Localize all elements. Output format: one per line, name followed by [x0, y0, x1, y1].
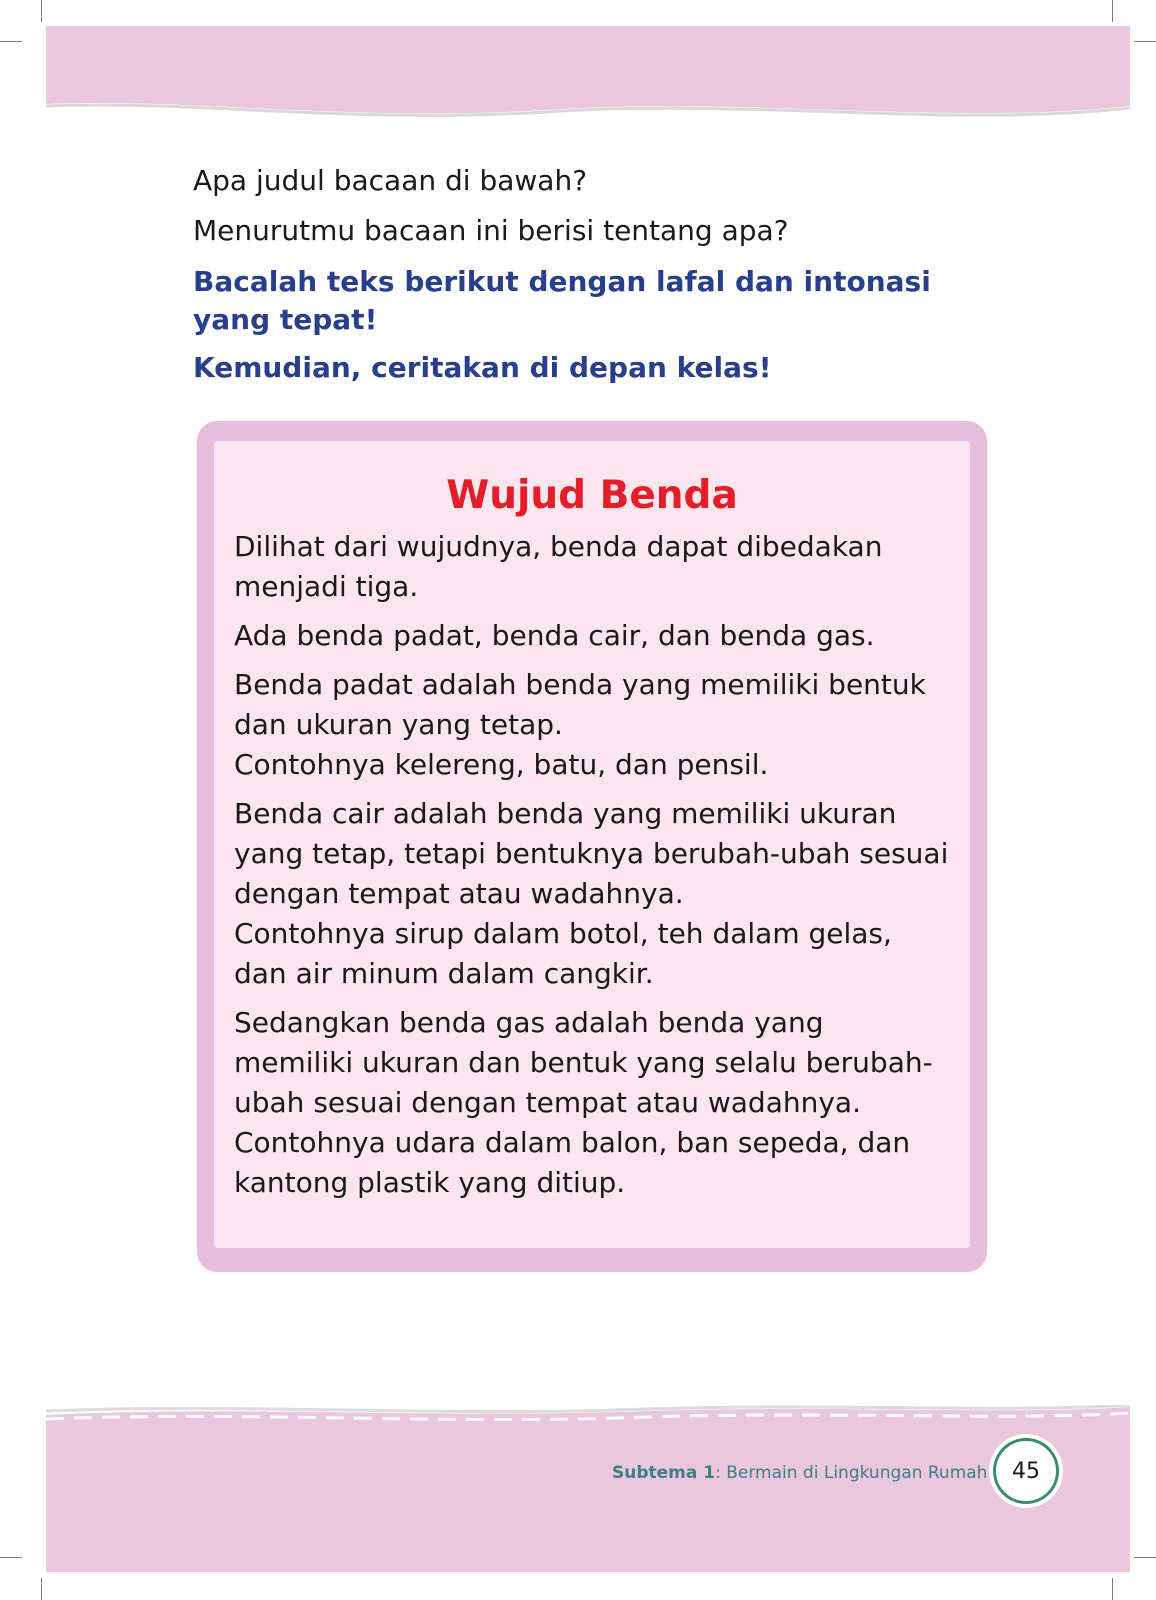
page-number: 45 [996, 1441, 1056, 1501]
paragraph: Benda cair adalah benda yang memiliki ukuran yang tetap, tetapi bentuknya berubah-ubah sesuai dengan tempat atau wadahnya. [234, 797, 949, 910]
question-title: Apa judul bacaan di bawah? [193, 164, 588, 197]
question-section [193, 163, 993, 397]
paragraph: Dilihat dari wujudnya, benda dapat dibedakan menjadi tiga. [234, 530, 883, 603]
reading-body [234, 527, 949, 1212]
reading-title: Wujud Benda [446, 473, 738, 518]
instruction-retell: Kemudian, ceritakan di depan kelas! [193, 351, 772, 384]
paragraph: Contohnya kelereng, batu, dan pensil. [234, 748, 769, 781]
paragraph: Sedangkan benda gas adalah benda yang memiliki ukuran dan bentuk yang selalu berubah-ubah sesuai dengan tempat atau wadahnya. [234, 1006, 933, 1119]
crop-mark-bottom-left-v [41, 1578, 42, 1600]
subtema-label: Subtema 1 [612, 1463, 716, 1483]
reading-box [197, 421, 987, 1272]
paragraph: Ada benda padat, benda cair, dan benda gas. [234, 619, 875, 652]
crop-mark-top-right-h [1134, 41, 1156, 42]
crop-mark-bottom-right-v [1112, 1578, 1113, 1600]
header-band [46, 26, 1130, 124]
paragraph: Benda padat adalah benda yang memiliki bentuk dan ukuran yang tetap. [234, 668, 926, 741]
paragraph: Contohnya udara dalam balon, ban sepeda, dan kantong plastik yang ditiup. [234, 1126, 911, 1199]
instruction-read: Bacalah teks berikut dengan lafal dan intonasi yang tepat! [193, 265, 931, 336]
question-content: Menurutmu bacaan ini berisi tentang apa? [193, 214, 789, 247]
paragraph: Contohnya sirup dalam botol, teh dalam gelas, dan air minum dalam cangkir. [234, 917, 892, 990]
reading-panel [214, 441, 970, 1248]
crop-mark-top-right-v [1112, 0, 1113, 22]
crop-mark-bottom-right-h [1134, 1557, 1156, 1558]
crop-mark-top-left-h [0, 41, 22, 42]
subtema-title: : Bermain di Lingkungan Rumah [715, 1463, 988, 1483]
crop-mark-bottom-left-h [0, 1557, 22, 1558]
footer-subtema [612, 1463, 987, 1483]
footer-band [46, 1405, 1130, 1572]
crop-mark-top-left-v [41, 0, 42, 22]
